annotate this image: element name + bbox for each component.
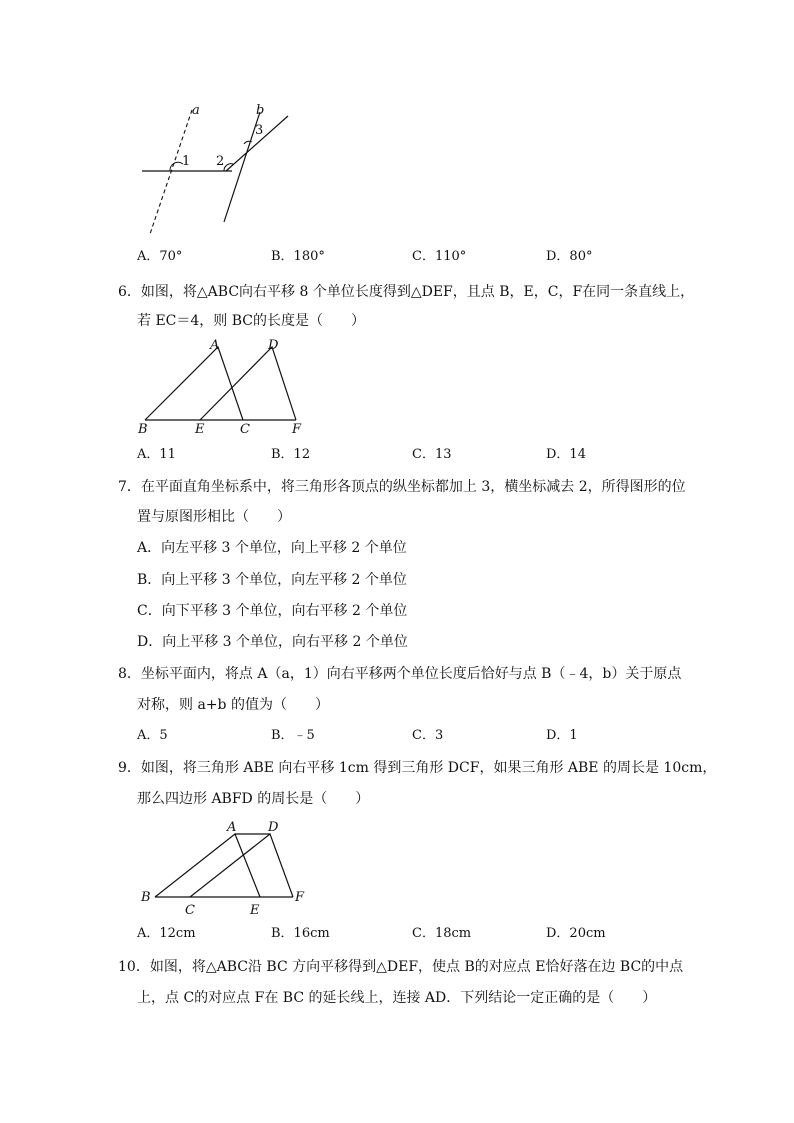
q7-text-line1: 7．在平面直角坐标系中，将三角形各顶点的纵坐标都加上 3，横坐标减去 2，所得图形的位: [118, 479, 686, 495]
fig6-label-D: D: [268, 338, 279, 353]
fig5-label-2: 2: [216, 154, 225, 169]
q6-option-a: A．11: [137, 447, 176, 462]
fig9-label-B: B: [141, 890, 151, 905]
q8-text-line1: 8．坐标平面内，将点 A（a，1）向右平移两个单位长度后恰好与点 B（﹣4，b）关于原点: [118, 666, 682, 682]
q6-option-b: B．12: [271, 447, 311, 462]
figure-q5: [130, 98, 300, 238]
q10-text-line1: 10．如图，将△ABC沿 BC 方向平移得到△DEF，使点 B的对应点 E恰好落在边 BC的中点: [118, 959, 684, 975]
fig9-label-D: D: [268, 820, 279, 835]
q5-option-d: D．80°: [546, 249, 593, 264]
q6-option-d: D．14: [546, 447, 586, 462]
q7-option-c: C．向下平移 3 个单位，向右平移 2 个单位: [137, 603, 408, 619]
q7-option-b: B．向上平移 3 个单位，向左平移 2 个单位: [137, 572, 407, 588]
q7-option-a: A．向左平移 3 个单位，向上平移 2 个单位: [137, 540, 407, 556]
figure-q6: [130, 333, 320, 435]
q5-option-a: A．70°: [137, 249, 183, 264]
q8-option-b: B．﹣5: [271, 728, 315, 743]
q9-option-c: C．18cm: [412, 926, 472, 941]
fig9-label-C: C: [185, 903, 195, 917]
fig6-label-E: E: [195, 422, 205, 435]
fig9-label-E: E: [250, 903, 260, 917]
q9-option-b: B．16cm: [271, 926, 330, 941]
figure-q9: [130, 815, 320, 917]
q6-text-line2: 若 EC＝4，则 BC的长度是（ ）: [137, 313, 365, 329]
q6-option-c: C．13: [412, 447, 452, 462]
fig6-label-F: F: [292, 422, 302, 435]
fig5-label-b: b: [256, 103, 265, 118]
q6-text-line1: 6．如图，将△ABC向右平移 8 个单位长度得到△DEF，且点 B，E，C，F在同一条直线上，: [118, 284, 695, 300]
q5-option-b: B．180°: [271, 249, 325, 264]
fig5-label-1: 1: [182, 154, 191, 169]
q9-option-a: A．12cm: [137, 926, 196, 941]
fig9-label-A: A: [227, 820, 237, 835]
q10-text-line2: 上，点 C的对应点 F在 BC 的延长线上，连接 AD．下列结论一定正确的是（ ）: [137, 990, 657, 1006]
q8-option-c: C．3: [412, 728, 444, 743]
q8-text-line2: 对称，则 a+b 的值为（ ）: [137, 697, 329, 713]
fig6-label-C: C: [240, 422, 250, 435]
q9-option-d: D．20cm: [546, 926, 606, 941]
fig5-label-3: 3: [255, 123, 264, 138]
fig6-label-A: A: [210, 338, 220, 353]
q5-option-c: C．110°: [412, 249, 467, 264]
q8-option-d: D．1: [546, 728, 578, 743]
q9-text-line1: 9．如图，将三角形 ABE 向右平移 1cm 得到三角形 DCF，如果三角形 ABE 的周长是 10cm，: [118, 760, 717, 776]
q8-option-a: A．5: [137, 728, 168, 743]
q7-text-line2: 置与原图形相比（ ）: [137, 509, 291, 525]
fig5-label-a: a: [192, 103, 200, 118]
fig6-label-B: B: [138, 422, 148, 435]
q9-text-line2: 那么四边形 ABFD 的周长是（ ）: [137, 791, 370, 807]
q7-option-d: D．向上平移 3 个单位，向右平移 2 个单位: [137, 634, 408, 650]
fig9-label-F: F: [295, 890, 305, 905]
